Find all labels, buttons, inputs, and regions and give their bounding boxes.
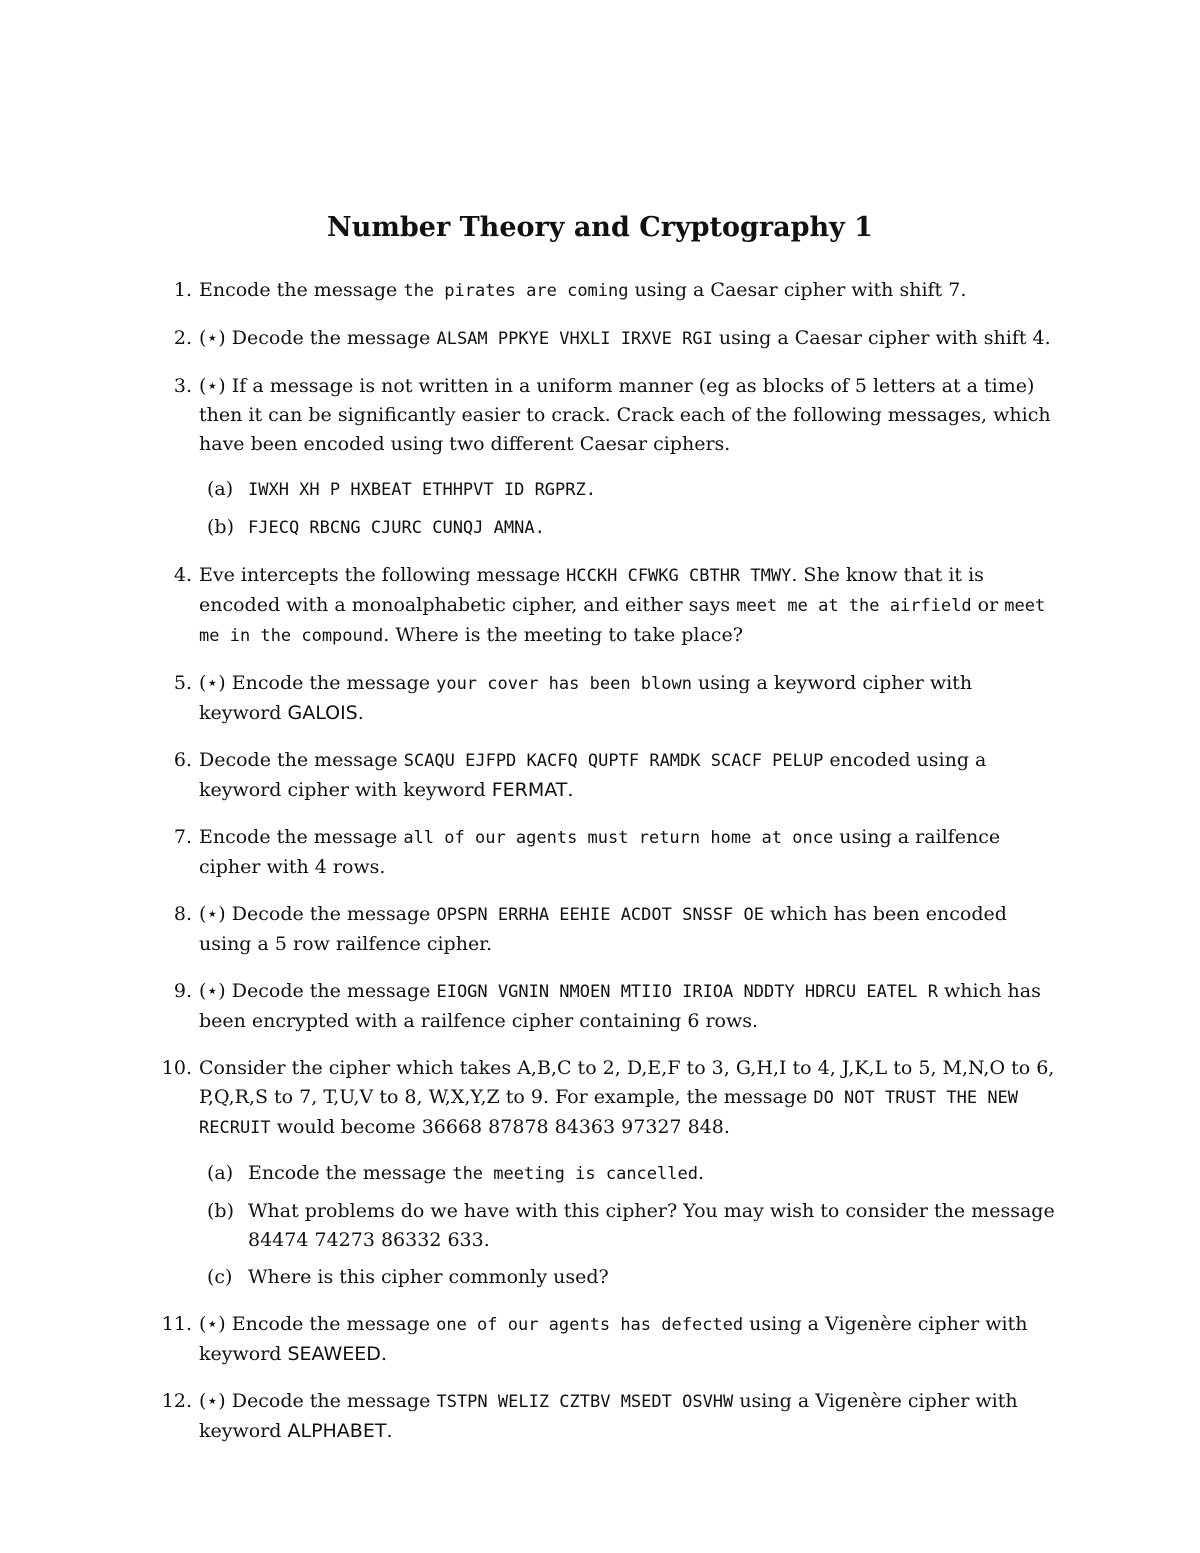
subproblem-list bbox=[199, 1159, 1060, 1292]
problem-text bbox=[199, 1054, 1060, 1143]
text-segment: (⋆) Decode the message bbox=[199, 903, 437, 925]
page-title: Number Theory and Cryptography 1 bbox=[327, 212, 873, 243]
subproblem-c bbox=[199, 1263, 1060, 1292]
problem-11 bbox=[0, 1310, 1060, 1369]
text-segment: using a Caesar cipher with shift 7. bbox=[628, 279, 967, 301]
message-text: the meeting is cancelled bbox=[452, 1164, 698, 1184]
ciphertext: TSTPN WELIZ CZTBV MSEDT OSVHW bbox=[436, 1392, 734, 1412]
problem-text bbox=[199, 276, 1060, 306]
text-segment: would become bbox=[270, 1116, 422, 1138]
problem-text bbox=[199, 746, 1060, 805]
text-segment: or bbox=[971, 594, 1005, 616]
message-text: meet me at the airfield bbox=[736, 596, 972, 616]
problem-number: 11. bbox=[161, 1313, 192, 1335]
message-text: one of our agents has defected bbox=[436, 1315, 744, 1335]
subproblem-b bbox=[199, 513, 1060, 543]
message-text: meet me in the compound bbox=[199, 596, 1046, 646]
problem-text bbox=[199, 324, 1060, 354]
text-segment: using a keyword cipher with keyword bbox=[199, 672, 973, 724]
problem-number: 12. bbox=[161, 1390, 192, 1412]
subproblem-label: (b) bbox=[207, 516, 234, 538]
problem-number: 1. bbox=[173, 279, 192, 301]
text-segment: Where is this cipher commonly used? bbox=[248, 1266, 609, 1288]
text-segment: Eve intercepts the following message bbox=[199, 564, 567, 586]
text-segment: . bbox=[357, 702, 364, 724]
problem-number: 7. bbox=[173, 826, 192, 848]
keyword: SEAWEED bbox=[287, 1343, 381, 1365]
message-text: all of our agents must return home at once bbox=[403, 828, 834, 848]
text-segment: encoded using a keyword cipher with keyword bbox=[199, 749, 987, 801]
text-segment: (⋆) Encode the message bbox=[199, 1313, 437, 1335]
text-segment: Decode the message bbox=[199, 749, 404, 771]
ciphertext: SCAQU EJFPD KACFQ QUPTF RAMDK SCACF PELUP bbox=[403, 751, 824, 771]
text-segment: Encode the message bbox=[248, 1162, 453, 1184]
keyword: ALPHABET bbox=[287, 1420, 387, 1442]
problem-number: 3. bbox=[173, 375, 192, 397]
problem-3 bbox=[0, 372, 1060, 543]
text-segment: . bbox=[483, 1229, 490, 1251]
keyword: FERMAT bbox=[491, 779, 568, 801]
problem-10 bbox=[0, 1054, 1060, 1292]
encoded-digits: 36668 87878 84363 97327 848 bbox=[421, 1116, 724, 1138]
text-segment: using a Vigenère cipher with keyword bbox=[199, 1313, 1028, 1365]
problem-number: 9. bbox=[173, 980, 192, 1002]
problem-12 bbox=[0, 1387, 1060, 1446]
subproblem-label: (c) bbox=[207, 1266, 233, 1288]
problem-4 bbox=[0, 561, 1060, 651]
ciphertext: IWXH XH P HXBEAT ETHHPVT ID RGPRZ. bbox=[248, 480, 596, 500]
encoded-digits: 84474 74273 86332 633 bbox=[248, 1229, 484, 1251]
subproblem-b bbox=[199, 1197, 1060, 1255]
subproblem-label: (a) bbox=[207, 1162, 234, 1184]
text-segment: using a railfence cipher with 4 rows. bbox=[199, 826, 1001, 878]
ciphertext: HCCKH CFWKG CBTHR TMWY bbox=[566, 566, 792, 586]
problem-9 bbox=[0, 977, 1089, 1036]
text-segment: using a Caesar cipher with shift 4. bbox=[712, 327, 1051, 349]
ciphertext: FJECQ RBCNG CJURC CUNQJ AMNA. bbox=[248, 518, 545, 538]
problem-number: 4. bbox=[173, 564, 192, 586]
text-segment: which has been encrypted with a railfence cipher containing 6 rows. bbox=[199, 980, 1041, 1032]
problem-number: 10. bbox=[161, 1057, 192, 1079]
problem-number: 8. bbox=[173, 903, 192, 925]
problem-7 bbox=[0, 823, 1060, 882]
problem-text bbox=[199, 561, 1060, 651]
problem-text bbox=[199, 1310, 1060, 1369]
text-segment: (⋆) Decode the message bbox=[199, 327, 437, 349]
text-segment: . Where is the meeting to take place? bbox=[383, 624, 743, 646]
problem-text: (⋆) If a message is not written in a uniform manner (eg as blocks of 5 letters at a time) then it can be significantly easier to crack. Crack each of the following messages, which have been encoded using two different Caesar ciphers. bbox=[199, 375, 1051, 455]
text-segment: Consider the cipher which takes A,B,C to 2, D,E,F to 3, G,H,I to 4, J,K,L to 5, M,N,O to 6, P,Q,R,S to 7, T,U,V to 8, W,X,Y,Z to 9. For example, the message bbox=[199, 1057, 1055, 1108]
subproblem-a bbox=[199, 475, 1060, 505]
text-segment: . bbox=[697, 1162, 705, 1184]
problem-text bbox=[199, 823, 1060, 882]
message-text: the pirates are coming bbox=[403, 281, 629, 301]
problem-1 bbox=[0, 276, 1060, 306]
message-text: DO NOT TRUST THE NEW RECRUIT bbox=[199, 1088, 1019, 1138]
text-segment: Encode the message bbox=[199, 279, 404, 301]
problem-6 bbox=[0, 746, 1060, 805]
problem-number: 2. bbox=[173, 327, 192, 349]
problem-2 bbox=[0, 324, 1060, 354]
subproblem-label: (b) bbox=[207, 1200, 234, 1222]
text-segment: (⋆) Decode the message bbox=[199, 980, 437, 1002]
text-segment: . She know that it is encoded with a monoalphabetic cipher, and either says bbox=[199, 564, 984, 616]
ciphertext: EIOGN VGNIN NMOEN MTIIO IRIOA NDDTY HDRCU EATEL R bbox=[436, 982, 938, 1002]
text-segment: . bbox=[386, 1420, 393, 1442]
problem-number: 6. bbox=[173, 749, 192, 771]
message-text: your cover has been blown bbox=[436, 674, 692, 694]
text-segment: . bbox=[380, 1343, 387, 1365]
text-segment: (⋆) Encode the message bbox=[199, 672, 437, 694]
problem-text bbox=[199, 900, 1060, 959]
subproblem-label: (a) bbox=[207, 478, 234, 500]
text-segment: (⋆) Decode the message bbox=[199, 1390, 437, 1412]
ciphertext: OPSPN ERRHA EEHIE ACDOT SNSSF OE bbox=[436, 905, 764, 925]
text-segment: What problems do we have with this cipher? You may wish to consider the message bbox=[248, 1200, 1055, 1222]
ciphertext: ALSAM PPKYE VHXLI IRXVE RGI bbox=[436, 329, 713, 349]
subproblem-a bbox=[199, 1159, 1060, 1189]
problem-5 bbox=[0, 669, 1060, 728]
problem-text bbox=[199, 1387, 1060, 1446]
problem-text bbox=[199, 669, 1060, 728]
text-segment: . bbox=[567, 779, 574, 801]
text-segment: . bbox=[723, 1116, 730, 1138]
text-segment: Encode the message bbox=[199, 826, 404, 848]
problem-list bbox=[0, 276, 1200, 1464]
problem-text bbox=[199, 977, 1089, 1036]
keyword: GALOIS bbox=[287, 702, 358, 724]
text-segment: using a Vigenère cipher with keyword bbox=[199, 1390, 1018, 1442]
problem-number: 5. bbox=[173, 672, 192, 694]
subproblem-list bbox=[199, 475, 1060, 543]
text-segment: which has been encoded using a 5 row railfence cipher. bbox=[199, 903, 1007, 955]
problem-8 bbox=[0, 900, 1060, 959]
